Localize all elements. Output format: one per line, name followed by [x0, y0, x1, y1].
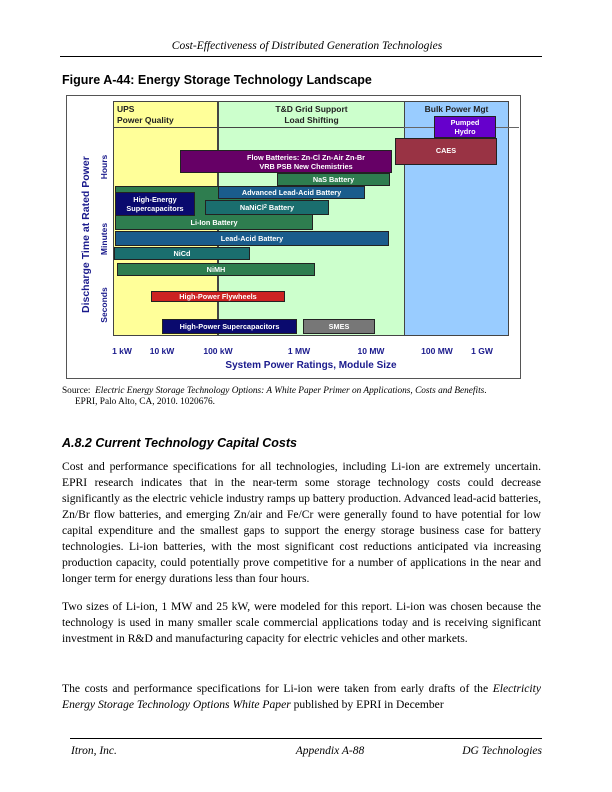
bar-label: VRB PSB New Chemistries [259, 161, 353, 171]
bar-label: High-Power Supercapacitors [179, 322, 280, 331]
zone-label-line: UPS [117, 104, 135, 114]
bar-caes [395, 138, 497, 165]
y-band-seconds: Seconds [99, 287, 109, 323]
bar-nas-battery [277, 173, 390, 186]
paragraph-3-text: The costs and performance specifications for Li-ion were taken from early drafts of the [62, 682, 493, 695]
y-axis-label: Discharge Time at Rated Power [80, 156, 92, 313]
source-lead: Source: [62, 386, 96, 396]
bar-pumped-hydro [434, 116, 496, 138]
source-punct: . [484, 386, 487, 396]
bar-label: Li-Ion Battery [190, 218, 238, 227]
zone-label-line: Power Quality [117, 114, 174, 125]
x-tick: 1 GW [471, 346, 493, 356]
bar-label: Pumped [450, 118, 480, 127]
zone-label-line: Bulk Power Mgt [424, 104, 489, 114]
bar-label-subscript: 2 [263, 204, 267, 210]
section-heading: A.8.2 Current Technology Capital Costs [62, 436, 297, 450]
bar-label: High-Power Flywheels [179, 292, 257, 301]
bar-label: Hydro [454, 127, 476, 136]
bar-label: High-Energy [133, 195, 177, 204]
y-band-hours: Hours [99, 154, 109, 180]
bar-label: Advanced Lead-Acid Battery [241, 188, 342, 197]
bar-label: Supercapacitors [126, 204, 184, 213]
bar-high-power-supercapacitors [162, 319, 297, 334]
zone-label-line: Load Shifting [284, 114, 339, 125]
source-citation: Electric Energy Storage Technology Options: A White Paper Primer on Applications, Costs and Benefits [95, 386, 485, 396]
bar-label: NaNiCl [239, 203, 264, 212]
bar-advanced-lead-acid [218, 186, 365, 199]
x-tick: 10 MW [357, 346, 385, 356]
source-line2: EPRI, Palo Alto, CA, 2010. 1020676. [75, 397, 215, 407]
header-rule [60, 56, 542, 57]
paragraph-1: Cost and performance specifications for all technologies, including Li-ion are extremely uncertain. EPRI research indicates that in the near-term some storage technology costs could decrease significantly as the electric vehicle industry ramps up battery production. Advanced lead-acid batteries, Zn/Br flow batteries, and emerging Zn/air and Fe/Cr were generally found to have potential for low capital expenditure and the smallest gaps to support the energy storage business case for battery technologies. Li-ion batteries, with the most significant cost reductions anticipated via increasing production capacity, could potentially prove competitive for a number of applications in the near and longer term for energy durations less than four hours. [62, 460, 541, 585]
zone-label-bulk [404, 104, 509, 115]
x-tick: 1 kW [112, 346, 132, 356]
zone-header-divider [113, 127, 404, 128]
x-tick: 10 kW [149, 346, 175, 356]
bar-label: Battery [266, 203, 295, 212]
bar-label: Lead-Acid Battery [220, 234, 284, 243]
paragraph-3 [62, 681, 541, 713]
x-tick: 100 kW [203, 346, 233, 356]
footer-rule [70, 738, 542, 739]
bar-label: CAES [435, 146, 457, 155]
figure-title: Figure A-44: Energy Storage Technology Landscape [62, 73, 372, 87]
bar-label: SMES [328, 322, 350, 331]
bar-label: Flow Batteries: Zn-Cl Zn-Air Zn-Br [247, 152, 365, 162]
bar-flow-batteries [180, 150, 392, 173]
bar-label: NiMH [206, 265, 226, 274]
bar-nicd [114, 247, 250, 260]
paragraph-3-text-end: published by EPRI in December [290, 698, 444, 711]
zone-label-ups [117, 104, 174, 125]
bar-label: NaS Battery [312, 175, 355, 184]
figure-source [62, 386, 552, 408]
bar-nimh [117, 263, 315, 276]
x-tick: 100 MW [421, 346, 453, 356]
bar-smes [303, 319, 375, 334]
paragraph-3-citation: Electricity Energy Storage Technology Options White Paper [62, 682, 541, 711]
bar-high-energy-supercapacitors [115, 192, 195, 216]
bar-nanicl2-battery [205, 200, 329, 215]
bar-label: NiCd [173, 249, 191, 258]
footer-left: Itron, Inc. [71, 745, 117, 757]
running-header: Cost-Effectiveness of Distributed Generation Technologies [171, 40, 443, 52]
y-band-minutes: Minutes [99, 222, 109, 256]
footer-right: DG Technologies [462, 745, 542, 757]
x-axis-label: System Power Ratings, Module Size [225, 360, 397, 371]
bar-high-power-flywheels [151, 291, 285, 302]
zone-label-line: T&D Grid Support [275, 104, 348, 114]
paragraph-2: Two sizes of Li-ion, 1 MW and 25 kW, were modeled for this report. Li-ion was chosen because the technology is used in many smaller scale commercial applications today and is receiving significant investment in R&D and manufacturing capacity for electric vehicles and other markets. [62, 600, 541, 645]
footer-center: Appendix A-88 [295, 745, 365, 757]
x-tick: 1 MW [287, 346, 311, 356]
zone-label-td [218, 104, 405, 125]
bar-lead-acid-battery [115, 231, 389, 246]
